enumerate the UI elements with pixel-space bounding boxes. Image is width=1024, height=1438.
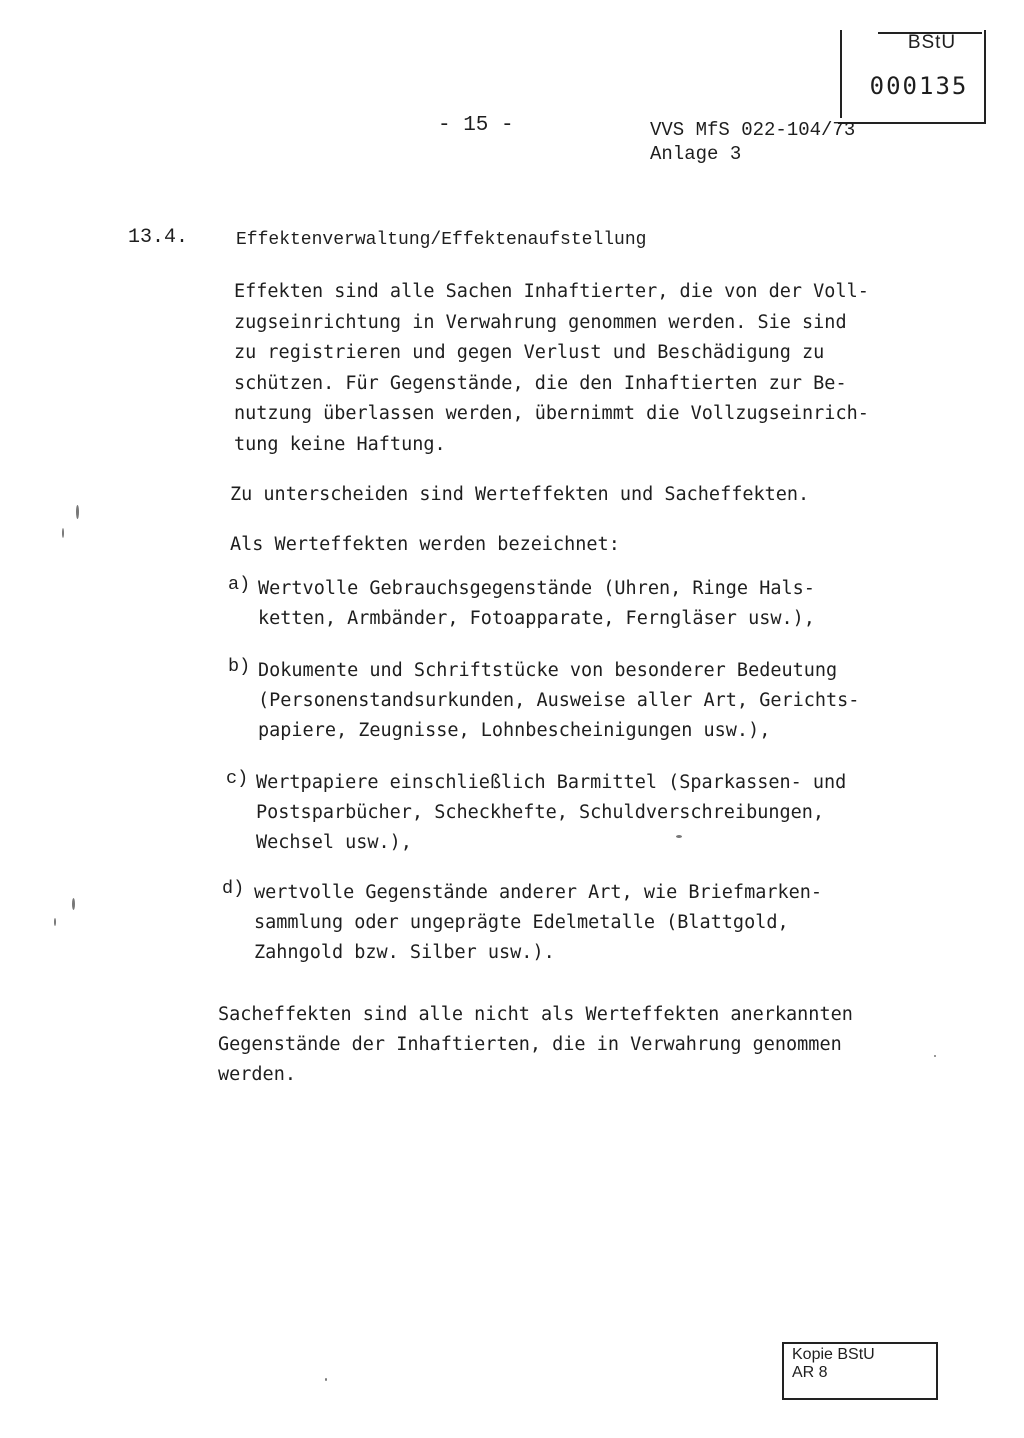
scan-mark [676, 835, 682, 838]
stamp-page-number: 000135 [869, 72, 969, 100]
scan-mark [325, 1378, 327, 1381]
list-item-text: wertvolle Gegenstände anderer Art, wie Briefmarken- sammlung oder ungeprägte Edelmetalle (Blattgold, Zahngold bzw. Silber usw.). [254, 882, 823, 963]
copy-stamp-line1: Kopie BStU [792, 1346, 875, 1363]
stamp-org: BStU [907, 32, 957, 53]
stamp-border [840, 30, 842, 118]
document-reference [650, 118, 855, 166]
list-item-text: Wertpapiere einschließlich Barmittel (Sparkassen- und Postsparbücher, Scheckhefte, Schuldverschreibungen, Wechsel usw.), [256, 772, 847, 853]
attachment-label: Anlage 3 [650, 143, 742, 165]
page-number: - 15 - [438, 114, 514, 137]
copy-stamp-line2: AR 8 [792, 1364, 828, 1381]
list-item-text: Wertvolle Gebrauchsgegenstände (Uhren, Ringe Hals- ketten, Armbänder, Fotoapparate, Ferngläser usw.), [258, 578, 815, 629]
scan-mark [54, 918, 56, 926]
reference-number: VVS MfS 022-104/73 [650, 119, 856, 141]
stamp-border [784, 1398, 936, 1400]
list-item-label: d) [222, 878, 245, 899]
archive-stamp [838, 30, 986, 124]
section-number: 13.4. [128, 226, 189, 249]
scan-mark [62, 528, 64, 538]
scan-mark [76, 505, 79, 519]
paragraph-list-intro: Als Werteffekten werden bezeichnet: [230, 534, 620, 555]
paragraph-sacheffekten: Sacheffekten sind alle nicht als Werteffekten anerkannten Gegenstände der Inhaftierten, die in Verwahrung genommen werden. [218, 1004, 853, 1085]
copy-stamp [782, 1342, 938, 1400]
paragraph-definition: Effekten sind alle Sachen Inhaftierter, die von der Voll- zugseinrichtung in Verwahrung genommen werden. Sie sind zu registrieren und gegen Verlust und Beschädigung zu schützen. Für Gegenstände, die den Inhaftierten zur Be- nutzung überlassen werden, übernimmt die Vollzugseinrich- tung keine Haftung. [234, 281, 869, 455]
scan-mark [934, 1055, 936, 1057]
list-item-label: a) [228, 574, 251, 595]
list-item-text: Dokumente und Schriftstücke von besonderer Bedeutung (Personenstandsurkunden, Ausweise aller Art, Gerichts- papiere, Zeugnisse, Lohnbescheinigungen usw.), [258, 660, 860, 741]
list-item-label: c) [226, 768, 249, 789]
paragraph-distinction: Zu unterscheiden sind Werteffekten und Sacheffekten. [230, 484, 810, 505]
scan-mark [72, 898, 75, 910]
list-item-label: b) [228, 656, 251, 677]
section-title: Effektenverwaltung/Effektenaufstellung [236, 230, 647, 250]
